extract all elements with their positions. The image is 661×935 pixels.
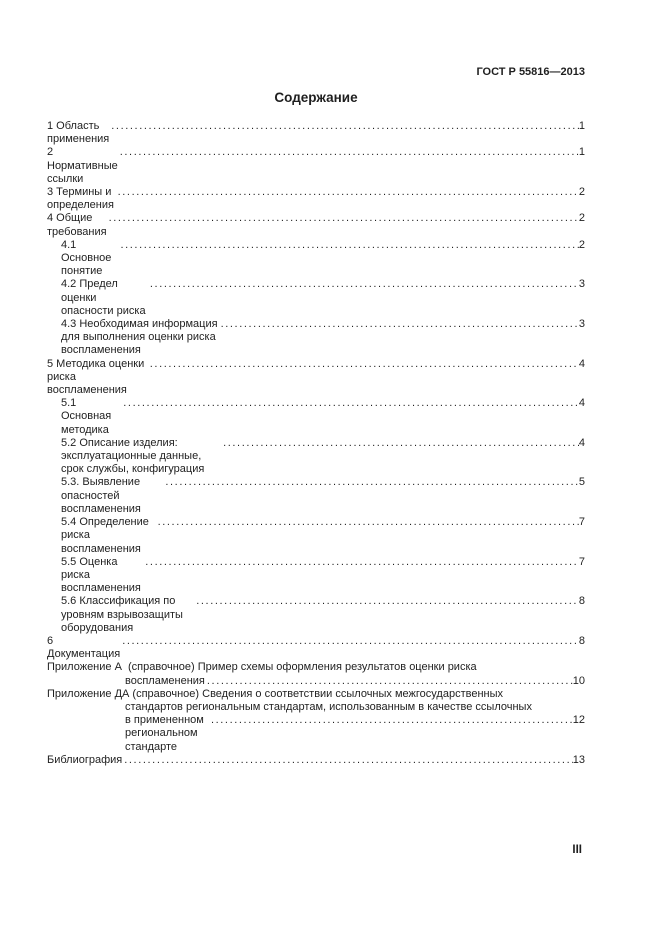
toc-dot-leader [111,120,579,133]
toc-entry-label: 4.2 Предел оценки опасности риска [61,278,146,317]
toc-entry [47,186,585,212]
page-number: III [572,844,582,856]
toc-entry-label: 4.3 Необходимая информация для выполнения оценки риска воспламенения [61,318,221,357]
toc-entry [47,714,585,754]
toc-entry-page: 3 [578,318,585,331]
toc-dot-leader [120,146,579,159]
toc-entry-label: 6 Документация [47,634,121,661]
toc-entry [47,701,585,714]
toc-entry-label: 5.2 Описание изделия: эксплуатационные данные, срок службы, конфигурация [61,436,205,476]
toc-dot-leader [150,358,579,371]
toc-entry-label: стандартов региональным стандартам, использованным в качестве ссылочных [125,700,532,713]
toc-entry-page: 2 [578,186,585,199]
toc-dot-leader [207,675,573,688]
toc-entry-page: 3 [578,278,585,291]
toc-dot-leader [221,318,579,331]
toc-entry-page: 12 [572,714,585,727]
toc-entry-label: Приложение ДА (справочное) Сведения о соответствии ссылочных межгосударственных [47,687,503,700]
toc-entry [47,437,585,477]
toc-dot-leader [122,635,579,648]
toc-entry [47,476,585,516]
document-code: ГОСТ Р 55816—2013 [476,66,585,78]
toc-entry [47,239,585,279]
toc-entry [47,318,585,358]
toc-entry [47,688,585,701]
toc-entry-page: 13 [572,753,585,766]
toc-dot-leader [150,278,579,291]
toc-dot-leader [109,212,579,225]
toc-dot-leader [124,754,573,767]
toc-entry-label: 5 Методика оценки риска воспламенения [47,357,148,397]
toc-entry-label: 5.5 Оценка риска воспламенения [61,555,141,595]
toc-entry-label: 2 Нормативные ссылки [47,146,121,185]
toc-entry-page: 10 [572,674,585,687]
toc-entry-label: 5.3. Выявление опасностей воспламенения [61,476,144,515]
toc-entry [47,146,585,186]
toc-dot-leader [158,516,579,529]
toc-entry-page: 1 [578,120,585,132]
toc-dot-leader [123,397,579,410]
toc-entry-label: Библиография [47,753,123,766]
toc-entry-label: 5.4 Определение риска воспламенения [61,516,152,555]
toc-entry-label: воспламенения [125,674,205,687]
page-content-column [47,0,585,935]
toc-dot-leader [165,476,579,489]
toc-entry-label: 5.6 Классификация по уровням взрывозащиты оборудования [61,595,186,634]
toc-dot-leader [223,437,579,450]
toc-entry-label: Приложение А (справочное) Пример схемы оформления результатов оценки риска [47,661,477,674]
toc-entry-page: 5 [578,476,585,489]
toc-dot-leader [145,556,579,569]
toc-entry [47,516,585,556]
table-of-contents [47,120,585,767]
page-title: Содержание [274,90,358,105]
toc-entry-label: 3 Термины и определения [47,186,115,212]
toc-entry [47,358,585,398]
toc-entry-page: 8 [578,634,585,647]
toc-entry [47,278,585,318]
toc-entry-label: 5.1 Основная методика [61,397,115,436]
toc-entry-page: 2 [578,238,585,251]
toc-entry [47,754,585,767]
toc-dot-leader [118,186,579,199]
toc-entry-page: 1 [578,146,585,159]
toc-entry [47,556,585,596]
toc-entry-page: 7 [578,516,585,529]
toc-entry-page: 7 [578,555,585,568]
toc-entry-page: 4 [578,397,585,410]
toc-entry [47,212,585,238]
toc-entry-page: 2 [578,212,585,225]
toc-dot-leader [211,714,573,727]
toc-entry [47,675,585,688]
toc-entry-label: 4.1 Основное понятие [61,238,115,278]
toc-entry-label: 1 Область применения [47,120,110,146]
toc-dot-leader [120,239,578,252]
toc-dot-leader [196,595,579,608]
toc-entry-label: 4 Общие требования [47,212,107,238]
toc-entry [47,120,585,146]
toc-entry [47,595,585,635]
toc-entry-page: 4 [578,436,585,449]
toc-entry [47,661,585,674]
toc-entry [47,635,585,661]
toc-entry-page: 8 [578,595,585,608]
toc-entry [47,397,585,437]
toc-entry-page: 4 [578,357,585,370]
toc-entry-label: в примененном региональном стандарте [125,714,207,753]
